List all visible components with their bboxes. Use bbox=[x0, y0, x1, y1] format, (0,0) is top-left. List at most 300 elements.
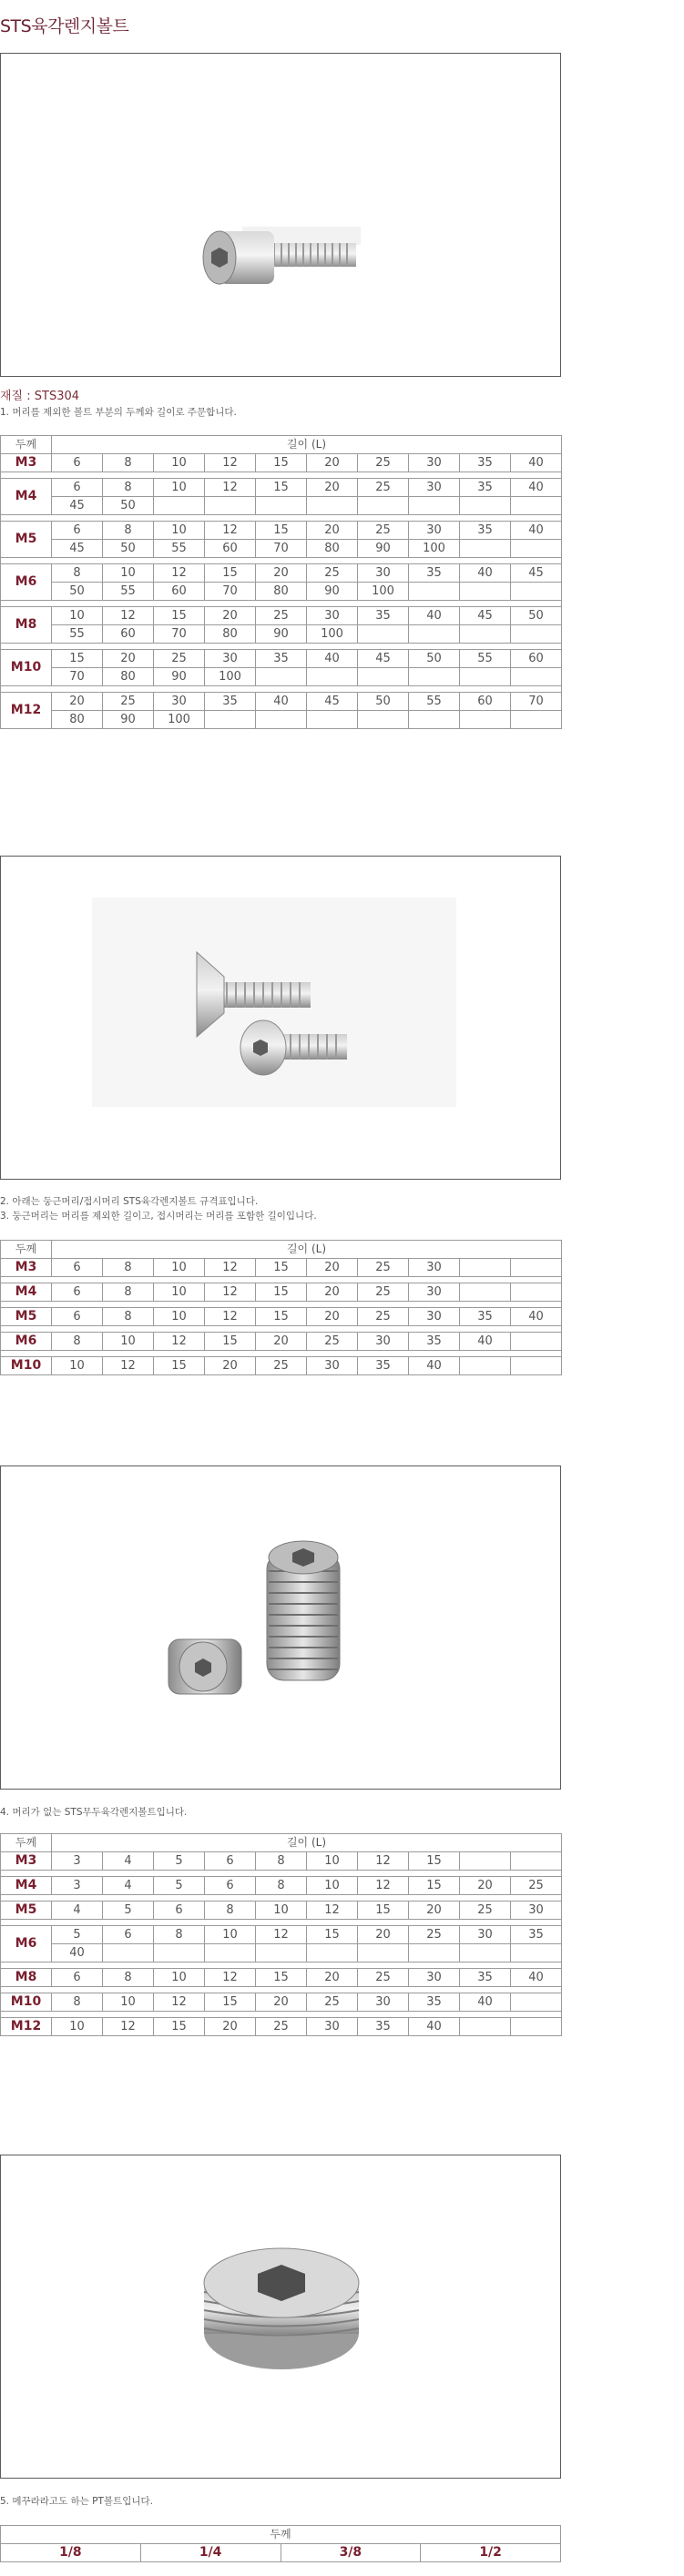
size-label: M10 bbox=[1, 1357, 52, 1375]
length-cell: 8 bbox=[205, 1902, 256, 1920]
length-cell: 55 bbox=[103, 583, 154, 601]
length-cell: 60 bbox=[205, 540, 256, 558]
length-cell bbox=[256, 1944, 307, 1962]
length-cell: 25 bbox=[358, 1283, 409, 1302]
length-cell: 10 bbox=[103, 1333, 154, 1351]
length-cell bbox=[409, 625, 460, 644]
length-cell: 6 bbox=[52, 1308, 103, 1326]
length-cell: 90 bbox=[256, 625, 307, 644]
length-cell: 6 bbox=[103, 1926, 154, 1944]
length-cell: 35 bbox=[409, 1993, 460, 2012]
length-cell: 15 bbox=[409, 1852, 460, 1871]
length-cell: 70 bbox=[256, 540, 307, 558]
length-cell: 15 bbox=[205, 564, 256, 583]
length-cell: 10 bbox=[154, 1969, 205, 1987]
table-row bbox=[1, 668, 562, 686]
length-cell: 30 bbox=[307, 2018, 358, 2036]
length-cell: 10 bbox=[52, 1357, 103, 1375]
length-cell: 25 bbox=[358, 454, 409, 472]
size-label: M5 bbox=[1, 1308, 52, 1326]
length-cell: 70 bbox=[205, 583, 256, 601]
length-cell: 35 bbox=[460, 1969, 511, 1987]
row-spacer-cell bbox=[1, 1920, 562, 1926]
length-cell: 5 bbox=[52, 1926, 103, 1944]
length-cell: 10 bbox=[154, 1259, 205, 1277]
length-cell: 45 bbox=[460, 607, 511, 625]
length-cell: 20 bbox=[307, 1308, 358, 1326]
table-row bbox=[1, 583, 562, 601]
size-label: M4 bbox=[1, 479, 52, 515]
length-cell: 25 bbox=[103, 693, 154, 711]
row-spacer bbox=[1, 1920, 562, 1926]
length-cell: 25 bbox=[154, 650, 205, 668]
length-cell: 25 bbox=[256, 607, 307, 625]
pt-size: 1/4 bbox=[140, 2544, 281, 2562]
length-cell: 25 bbox=[256, 2018, 307, 2036]
row-spacer bbox=[1, 1987, 562, 1993]
length-cell: 60 bbox=[511, 650, 562, 668]
size-label: M6 bbox=[1, 1333, 52, 1351]
set-screw-photo bbox=[0, 1465, 561, 1790]
row-spacer bbox=[1, 1326, 562, 1333]
length-cell: 4 bbox=[103, 1852, 154, 1871]
size-label: M8 bbox=[1, 1969, 52, 1987]
table-row bbox=[1, 1993, 562, 2012]
length-cell bbox=[511, 1333, 562, 1351]
length-cell: 6 bbox=[52, 1259, 103, 1277]
length-cell: 6 bbox=[52, 522, 103, 540]
row-spacer-cell bbox=[1, 1962, 562, 1969]
pt-size: 1/2 bbox=[421, 2544, 561, 2562]
length-cell bbox=[256, 668, 307, 686]
length-cell: 70 bbox=[52, 668, 103, 686]
length-cell: 20 bbox=[307, 1259, 358, 1277]
row-spacer bbox=[1, 1895, 562, 1902]
header-thickness: 두께 bbox=[1, 1834, 52, 1852]
size-label: M5 bbox=[1, 1902, 52, 1920]
length-cell bbox=[511, 711, 562, 729]
length-cell bbox=[205, 711, 256, 729]
length-cell: 15 bbox=[256, 522, 307, 540]
length-cell: 50 bbox=[511, 607, 562, 625]
length-cell: 50 bbox=[103, 497, 154, 515]
pt-size: 1/8 bbox=[1, 2544, 141, 2562]
length-cell: 40 bbox=[409, 607, 460, 625]
length-cell bbox=[460, 1357, 511, 1375]
row-spacer bbox=[1, 1302, 562, 1308]
length-cell: 8 bbox=[256, 1852, 307, 1871]
row-spacer-cell bbox=[1, 1277, 562, 1283]
row-spacer-cell bbox=[1, 1351, 562, 1357]
row-spacer bbox=[1, 2012, 562, 2018]
length-cell: 20 bbox=[409, 1902, 460, 1920]
length-cell: 12 bbox=[358, 1852, 409, 1871]
header-length: 길이 (L) bbox=[52, 1241, 562, 1259]
length-cell: 12 bbox=[205, 522, 256, 540]
length-cell: 8 bbox=[52, 1333, 103, 1351]
length-cell: 20 bbox=[307, 1969, 358, 1987]
length-cell: 30 bbox=[409, 522, 460, 540]
length-cell: 15 bbox=[154, 2018, 205, 2036]
table-row bbox=[1, 625, 562, 644]
length-cell: 35 bbox=[460, 454, 511, 472]
length-cell bbox=[409, 583, 460, 601]
length-cell: 12 bbox=[205, 1308, 256, 1326]
length-cell: 15 bbox=[256, 454, 307, 472]
length-cell: 20 bbox=[307, 479, 358, 497]
length-cell: 6 bbox=[52, 454, 103, 472]
size-label: M12 bbox=[1, 2018, 52, 2036]
length-cell: 40 bbox=[460, 1993, 511, 2012]
length-cell bbox=[154, 497, 205, 515]
size-label: M3 bbox=[1, 1259, 52, 1277]
length-cell bbox=[154, 1944, 205, 1962]
row-spacer-cell bbox=[1, 472, 562, 479]
row-spacer-cell bbox=[1, 1895, 562, 1902]
row-spacer bbox=[1, 1351, 562, 1357]
length-cell: 6 bbox=[52, 479, 103, 497]
table-row bbox=[1, 1283, 562, 1302]
length-cell: 5 bbox=[103, 1902, 154, 1920]
length-cell: 4 bbox=[103, 1877, 154, 1895]
table-row bbox=[1, 1944, 562, 1962]
length-cell: 6 bbox=[205, 1852, 256, 1871]
length-cell: 35 bbox=[409, 1333, 460, 1351]
length-cell bbox=[409, 711, 460, 729]
note-5: 5. 메꾸라라고도 하는 PT볼트입니다. bbox=[0, 2496, 153, 2507]
length-cell: 10 bbox=[103, 1993, 154, 2012]
header-thickness: 두께 bbox=[1, 436, 52, 454]
length-cell: 20 bbox=[307, 454, 358, 472]
countersunk-and-button-head-photo bbox=[0, 856, 561, 1180]
length-cell: 40 bbox=[511, 522, 562, 540]
length-cell: 5 bbox=[154, 1852, 205, 1871]
length-cell: 12 bbox=[154, 1333, 205, 1351]
length-cell: 10 bbox=[154, 1283, 205, 1302]
length-cell: 25 bbox=[358, 1259, 409, 1277]
spec-table-pt-plug bbox=[0, 2525, 561, 2562]
length-cell: 15 bbox=[52, 650, 103, 668]
length-cell: 20 bbox=[307, 1283, 358, 1302]
row-spacer bbox=[1, 644, 562, 650]
row-spacer bbox=[1, 601, 562, 607]
length-cell: 10 bbox=[103, 564, 154, 583]
length-cell: 45 bbox=[52, 497, 103, 515]
length-cell: 20 bbox=[358, 1926, 409, 1944]
length-cell: 80 bbox=[103, 668, 154, 686]
length-cell: 35 bbox=[409, 564, 460, 583]
size-label: M3 bbox=[1, 1852, 52, 1871]
header-length: 길이 (L) bbox=[52, 436, 562, 454]
length-cell: 12 bbox=[205, 454, 256, 472]
length-cell: 20 bbox=[256, 1993, 307, 2012]
row-spacer-cell bbox=[1, 686, 562, 693]
length-cell: 60 bbox=[154, 583, 205, 601]
row-spacer bbox=[1, 1277, 562, 1283]
table-row bbox=[1, 522, 562, 540]
length-cell: 35 bbox=[460, 479, 511, 497]
length-cell bbox=[460, 1283, 511, 1302]
table-row bbox=[1, 1357, 562, 1375]
length-cell: 30 bbox=[307, 607, 358, 625]
length-cell: 10 bbox=[205, 1926, 256, 1944]
length-cell: 50 bbox=[103, 540, 154, 558]
length-cell: 30 bbox=[409, 1308, 460, 1326]
length-cell: 12 bbox=[154, 564, 205, 583]
length-cell: 55 bbox=[154, 540, 205, 558]
length-cell: 30 bbox=[358, 1993, 409, 2012]
length-cell: 8 bbox=[103, 479, 154, 497]
length-cell: 12 bbox=[205, 479, 256, 497]
length-cell: 25 bbox=[358, 522, 409, 540]
length-cell: 30 bbox=[460, 1926, 511, 1944]
length-cell: 50 bbox=[409, 650, 460, 668]
length-cell: 30 bbox=[358, 564, 409, 583]
length-cell: 15 bbox=[154, 1357, 205, 1375]
length-cell bbox=[256, 711, 307, 729]
header-thickness: 두께 bbox=[1, 1241, 52, 1259]
length-cell: 15 bbox=[256, 1259, 307, 1277]
table-row bbox=[1, 1259, 562, 1277]
size-label: M10 bbox=[1, 650, 52, 686]
length-cell: 8 bbox=[103, 454, 154, 472]
size-label: M12 bbox=[1, 693, 52, 729]
length-cell bbox=[460, 625, 511, 644]
length-cell: 80 bbox=[256, 583, 307, 601]
length-cell: 8 bbox=[103, 1283, 154, 1302]
length-cell: 6 bbox=[52, 1969, 103, 1987]
length-cell bbox=[511, 625, 562, 644]
length-cell: 40 bbox=[52, 1944, 103, 1962]
table-row bbox=[1, 711, 562, 729]
size-label: M6 bbox=[1, 564, 52, 601]
length-cell: 6 bbox=[205, 1877, 256, 1895]
row-spacer bbox=[1, 686, 562, 693]
row-spacer bbox=[1, 558, 562, 564]
length-cell: 35 bbox=[205, 693, 256, 711]
row-spacer-cell bbox=[1, 1326, 562, 1333]
length-cell: 4 bbox=[52, 1902, 103, 1920]
length-cell: 15 bbox=[409, 1877, 460, 1895]
length-cell: 15 bbox=[256, 1969, 307, 1987]
pt-header-thickness: 두께 bbox=[1, 2526, 561, 2544]
length-cell: 15 bbox=[256, 479, 307, 497]
length-cell: 55 bbox=[409, 693, 460, 711]
length-cell: 60 bbox=[103, 625, 154, 644]
length-cell: 100 bbox=[358, 583, 409, 601]
row-spacer-cell bbox=[1, 515, 562, 522]
length-cell: 15 bbox=[256, 1308, 307, 1326]
length-cell: 8 bbox=[256, 1877, 307, 1895]
length-cell: 40 bbox=[307, 650, 358, 668]
length-cell bbox=[460, 2018, 511, 2036]
length-cell: 25 bbox=[307, 1993, 358, 2012]
length-cell bbox=[511, 1357, 562, 1375]
length-cell: 10 bbox=[307, 1877, 358, 1895]
length-cell bbox=[511, 540, 562, 558]
pt-size: 3/8 bbox=[281, 2544, 421, 2562]
length-cell bbox=[409, 497, 460, 515]
length-cell: 12 bbox=[358, 1877, 409, 1895]
length-cell bbox=[358, 668, 409, 686]
length-cell: 40 bbox=[511, 1969, 562, 1987]
length-cell bbox=[511, 1852, 562, 1871]
table-row bbox=[1, 1877, 562, 1895]
table-row bbox=[1, 1969, 562, 1987]
length-cell: 25 bbox=[307, 564, 358, 583]
size-label: M4 bbox=[1, 1877, 52, 1895]
length-cell bbox=[460, 583, 511, 601]
length-cell: 12 bbox=[205, 1969, 256, 1987]
length-cell: 40 bbox=[511, 454, 562, 472]
length-cell bbox=[511, 2018, 562, 2036]
length-cell: 35 bbox=[460, 1308, 511, 1326]
length-cell bbox=[460, 540, 511, 558]
length-cell bbox=[358, 497, 409, 515]
length-cell: 45 bbox=[307, 693, 358, 711]
length-cell: 35 bbox=[460, 522, 511, 540]
length-cell: 30 bbox=[307, 1357, 358, 1375]
length-cell bbox=[307, 497, 358, 515]
material-label: 재질 : STS304 bbox=[0, 390, 80, 403]
note-4: 4. 머리가 없는 STS무두육각렌지볼트입니다. bbox=[0, 1807, 188, 1818]
table-row bbox=[1, 454, 562, 472]
length-cell: 30 bbox=[409, 1283, 460, 1302]
length-cell bbox=[307, 711, 358, 729]
row-spacer-cell bbox=[1, 644, 562, 650]
length-cell: 60 bbox=[460, 693, 511, 711]
length-cell bbox=[256, 497, 307, 515]
length-cell: 8 bbox=[154, 1926, 205, 1944]
length-cell: 6 bbox=[52, 1283, 103, 1302]
length-cell bbox=[460, 1259, 511, 1277]
page-title: STS육각렌지볼트 bbox=[0, 16, 129, 36]
length-cell: 80 bbox=[307, 540, 358, 558]
length-cell bbox=[511, 668, 562, 686]
length-cell: 8 bbox=[103, 1969, 154, 1987]
length-cell: 40 bbox=[511, 479, 562, 497]
length-cell: 55 bbox=[460, 650, 511, 668]
header-length: 길이 (L) bbox=[52, 1834, 562, 1852]
note-1: 1. 머리를 제외한 볼트 부분의 두께와 길이로 주문합니다. bbox=[0, 407, 237, 418]
length-cell: 25 bbox=[511, 1877, 562, 1895]
length-cell: 3 bbox=[52, 1852, 103, 1871]
length-cell bbox=[511, 497, 562, 515]
length-cell: 20 bbox=[460, 1877, 511, 1895]
length-cell: 30 bbox=[154, 693, 205, 711]
length-cell: 10 bbox=[52, 2018, 103, 2036]
length-cell: 55 bbox=[52, 625, 103, 644]
length-cell: 12 bbox=[307, 1902, 358, 1920]
table-row bbox=[1, 479, 562, 497]
length-cell bbox=[358, 1944, 409, 1962]
length-cell: 5 bbox=[154, 1877, 205, 1895]
length-cell bbox=[511, 583, 562, 601]
table-row bbox=[1, 607, 562, 625]
spec-table-socket-cap bbox=[0, 435, 562, 729]
table-row bbox=[1, 540, 562, 558]
spec-table-button-countersunk bbox=[0, 1240, 562, 1375]
length-cell bbox=[511, 1993, 562, 2012]
length-cell: 15 bbox=[154, 607, 205, 625]
length-cell: 40 bbox=[409, 2018, 460, 2036]
length-cell: 15 bbox=[205, 1993, 256, 2012]
length-cell: 8 bbox=[103, 1259, 154, 1277]
row-spacer-cell bbox=[1, 2012, 562, 2018]
length-cell: 10 bbox=[154, 479, 205, 497]
size-label: M10 bbox=[1, 1993, 52, 2012]
length-cell: 80 bbox=[205, 625, 256, 644]
table-row bbox=[1, 1926, 562, 1944]
note-3: 3. 둥근머리는 머리를 제외한 길이고, 접시머리는 머리를 포함한 길이입니다. bbox=[0, 1211, 317, 1222]
length-cell: 90 bbox=[154, 668, 205, 686]
length-cell: 10 bbox=[154, 522, 205, 540]
length-cell: 25 bbox=[460, 1902, 511, 1920]
length-cell: 45 bbox=[358, 650, 409, 668]
length-cell: 70 bbox=[511, 693, 562, 711]
row-spacer bbox=[1, 472, 562, 479]
length-cell: 10 bbox=[52, 607, 103, 625]
length-cell: 90 bbox=[307, 583, 358, 601]
length-cell: 12 bbox=[103, 607, 154, 625]
length-cell: 8 bbox=[103, 1308, 154, 1326]
length-cell: 20 bbox=[256, 1333, 307, 1351]
table-row bbox=[1, 1333, 562, 1351]
size-label: M4 bbox=[1, 1283, 52, 1302]
length-cell: 12 bbox=[256, 1926, 307, 1944]
size-label: M6 bbox=[1, 1926, 52, 1962]
length-cell: 25 bbox=[409, 1926, 460, 1944]
length-cell: 40 bbox=[409, 1357, 460, 1375]
length-cell bbox=[460, 1852, 511, 1871]
length-cell bbox=[358, 625, 409, 644]
length-cell: 25 bbox=[358, 1969, 409, 1987]
length-cell: 15 bbox=[358, 1902, 409, 1920]
row-spacer-cell bbox=[1, 558, 562, 564]
size-label: M8 bbox=[1, 607, 52, 644]
length-cell: 8 bbox=[52, 564, 103, 583]
length-cell: 90 bbox=[358, 540, 409, 558]
length-cell: 25 bbox=[256, 1357, 307, 1375]
length-cell: 10 bbox=[154, 1308, 205, 1326]
length-cell: 25 bbox=[358, 1308, 409, 1326]
length-cell bbox=[307, 1944, 358, 1962]
length-cell: 40 bbox=[256, 693, 307, 711]
length-cell: 12 bbox=[154, 1993, 205, 2012]
length-cell: 45 bbox=[511, 564, 562, 583]
length-cell: 30 bbox=[205, 650, 256, 668]
length-cell: 30 bbox=[409, 1969, 460, 1987]
size-label: M3 bbox=[1, 454, 52, 472]
length-cell bbox=[205, 497, 256, 515]
length-cell: 70 bbox=[154, 625, 205, 644]
length-cell: 20 bbox=[103, 650, 154, 668]
length-cell: 40 bbox=[460, 564, 511, 583]
length-cell: 35 bbox=[358, 607, 409, 625]
row-spacer-cell bbox=[1, 1302, 562, 1308]
length-cell: 20 bbox=[205, 607, 256, 625]
table-row bbox=[1, 497, 562, 515]
length-cell: 25 bbox=[307, 1333, 358, 1351]
table-row bbox=[1, 1852, 562, 1871]
length-cell bbox=[511, 1259, 562, 1277]
length-cell bbox=[460, 668, 511, 686]
length-cell: 80 bbox=[52, 711, 103, 729]
length-cell bbox=[460, 497, 511, 515]
length-cell: 35 bbox=[511, 1926, 562, 1944]
length-cell: 20 bbox=[205, 2018, 256, 2036]
length-cell bbox=[358, 711, 409, 729]
